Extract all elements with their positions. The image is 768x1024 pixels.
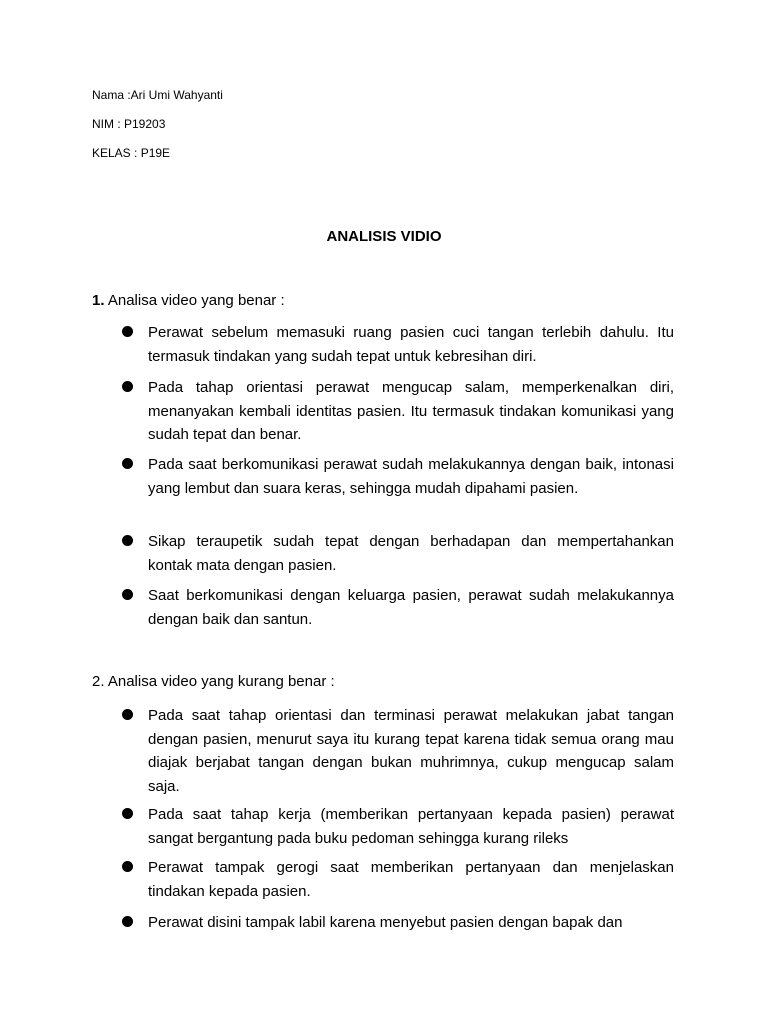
bullet-icon	[122, 589, 133, 600]
bullet-icon	[122, 861, 133, 872]
bullet-icon	[122, 535, 133, 546]
section-1-item	[122, 530, 674, 577]
student-class: KELAS : P19E	[92, 146, 171, 160]
section-1-item	[122, 321, 674, 368]
section-1-item	[122, 584, 674, 631]
list-item-text: Pada saat berkomunikasi perawat sudah melakukannya dengan baik, intonasi yang lembut dan suara keras, sehingga mudah dipahami pasien.	[148, 456, 674, 497]
list-item-text: Pada saat tahap orientasi dan terminasi perawat melakukan jabat tangan dengan pasien, menurut saya itu kurang tepat karena tidak semua orang mau diajak berjabat tangan dengan bukan muhrimnya, cukup mengucap salam saja.	[148, 707, 674, 795]
section-1-heading-text: Analisa video yang benar :	[104, 292, 285, 309]
list-item-text: Saat berkomunikasi dengan keluarga pasien, perawat sudah melakukannya dengan baik dan santun.	[148, 587, 674, 628]
section-2-item	[122, 704, 674, 798]
list-item-text: Perawat tampak gerogi saat memberikan pertanyaan dan menjelaskan tindakan kepada pasien.	[148, 859, 674, 900]
section-2-item	[122, 856, 674, 903]
list-item-text: Perawat disini tampak labil karena menyebut pasien dengan bapak dan	[148, 914, 623, 931]
bullet-icon	[122, 326, 133, 337]
section-1-number: 1.	[92, 292, 105, 309]
section-1-item	[122, 453, 674, 500]
bullet-icon	[122, 709, 133, 720]
list-item-text: Pada tahap orientasi perawat mengucap salam, memperkenalkan diri, menanyakan kembali identitas pasien. Itu termasuk tindakan komunikasi yang sudah tepat dan benar.	[148, 379, 674, 443]
student-nim: NIM : P19203	[92, 117, 166, 131]
student-name: Nama :Ari Umi Wahyanti	[92, 88, 223, 102]
list-item-text: Perawat sebelum memasuki ruang pasien cuci tangan terlebih dahulu. Itu termasuk tindakan yang sudah tepat untuk kebresihan diri.	[148, 324, 674, 365]
list-item-text: Sikap teraupetik sudah tepat dengan berhadapan dan mempertahankan kontak mata dengan pasien.	[148, 533, 674, 574]
section-1-item	[122, 376, 674, 447]
section-2-item	[122, 911, 674, 935]
section-2-heading: 2. Analisa video yang kurang benar :	[92, 673, 335, 690]
document-title: ANALISIS VIDIO	[326, 228, 442, 245]
bullet-icon	[122, 458, 133, 469]
list-item-text: Pada saat tahap kerja (memberikan pertanyaan kepada pasien) perawat sangat bergantung pada buku pedoman sehingga kurang rileks	[148, 806, 674, 847]
bullet-icon	[122, 381, 133, 392]
bullet-icon	[122, 808, 133, 819]
section-1-heading	[92, 292, 285, 309]
bullet-icon	[122, 916, 133, 927]
section-2-item	[122, 803, 674, 850]
